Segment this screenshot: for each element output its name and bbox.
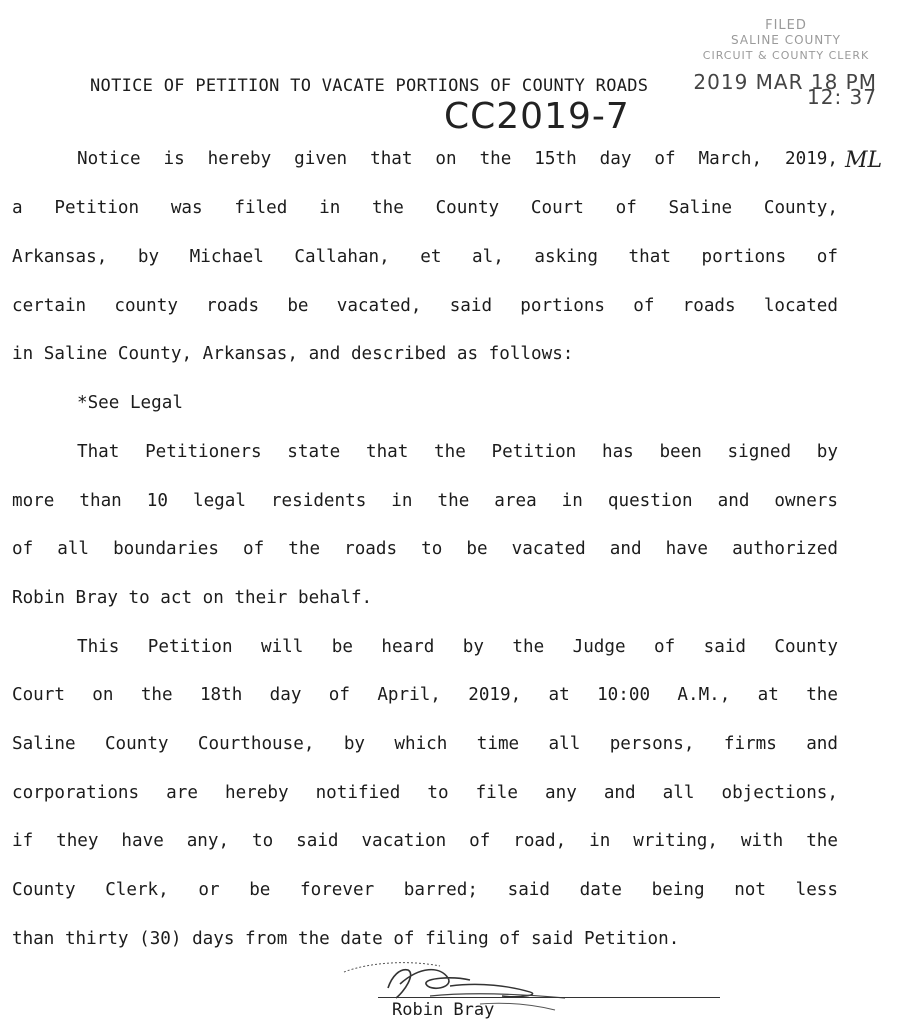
filing-stamp — [691, 18, 881, 109]
body-line: Robin Bray to act on their behalf. — [12, 588, 373, 608]
stamp-county: SALINE COUNTY — [731, 33, 841, 47]
signature-block — [330, 958, 730, 1022]
body-line: more than 10 legal residents in the area in question and owners — [12, 491, 838, 511]
body-line: Saline County Courthouse, by which time all persons, firms and — [12, 734, 838, 754]
body-line: That Petitioners state that the Petition has been signed by — [77, 442, 838, 462]
document-title: NOTICE OF PETITION TO VACATE PORTIONS OF COUNTY ROADS — [90, 76, 649, 96]
body-line: corporations are hereby notified to file any and all objections, — [12, 783, 838, 803]
body-line: if they have any, to said vacation of road, in writing, with the — [12, 831, 838, 851]
stamp-filed: FILED — [765, 18, 807, 33]
handwritten-initials: ML — [845, 148, 883, 173]
see-legal: *See Legal — [77, 393, 183, 413]
body-line: certain county roads be vacated, said portions of roads located — [12, 296, 838, 316]
body-line: Notice is hereby given that on the 15th day of March, 2019, — [77, 149, 838, 169]
body-line: Arkansas, by Michael Callahan, et al, asking that portions of — [12, 247, 838, 267]
body-line: County Clerk, or be forever barred; said date being not less — [12, 880, 838, 900]
body-line: in Saline County, Arkansas, and described as follows: — [12, 344, 574, 364]
case-number: CC2019-7 — [444, 96, 630, 137]
signature-line — [378, 997, 720, 998]
body-line: This Petition will be heard by the Judge of said County — [77, 637, 838, 657]
body-line: a Petition was filed in the County Court of Saline County, — [12, 198, 838, 218]
body-line: of all boundaries of the roads to be vacated and have authorized — [12, 539, 838, 559]
stamp-clerk: CIRCUIT & COUNTY CLERK — [702, 49, 870, 62]
body-line: than thirty (30) days from the date of filing of said Petition. — [12, 929, 680, 949]
signer-name: Robin Bray — [392, 1000, 495, 1020]
body-line: Court on the 18th day of April, 2019, at 10:00 A.M., at the — [12, 685, 838, 705]
stamp-datetime: 2019 MAR 18 PM 12: 37 — [693, 70, 877, 109]
